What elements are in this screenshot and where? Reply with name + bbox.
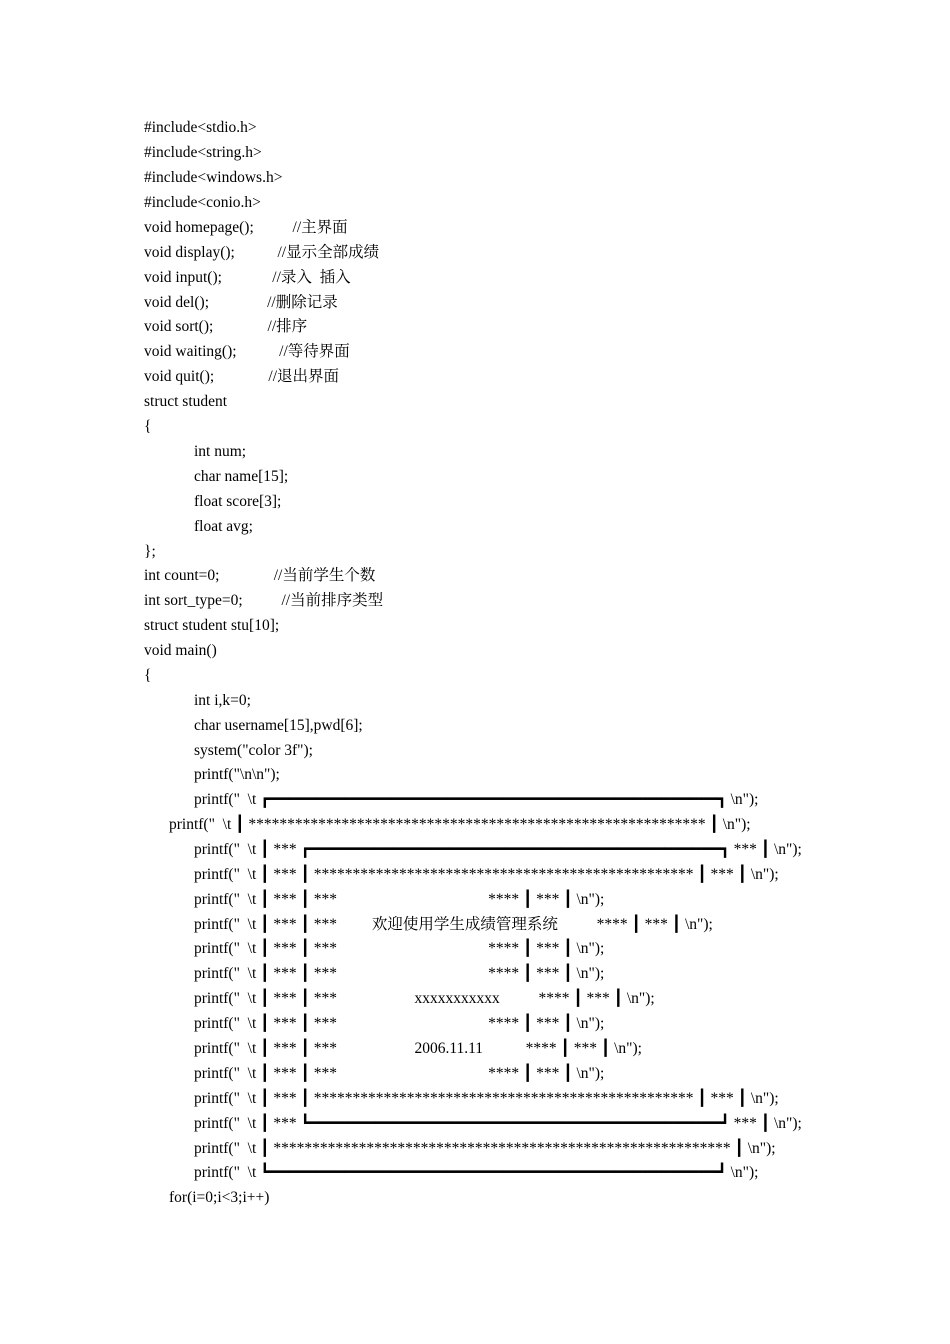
code-line: for(i=0;i<3;i++) — [169, 1189, 270, 1206]
code-line: void main() — [144, 642, 217, 659]
code-line: printf(" \t ┃ *********************************************************** ┃ \n"); — [169, 816, 751, 833]
code-line: int num; — [194, 443, 247, 460]
code-line: }; — [144, 543, 156, 560]
code-line: void sort(); //排序 — [144, 318, 308, 335]
code-line: printf(" \t ┃ *** ┏━━━━━━━━━━━━━━━━━━━━━━━━━━━━━━━━━━━━━━━━━━━━┓ *** ┃ \n"); — [194, 841, 802, 858]
code-line: float avg; — [194, 518, 253, 535]
code-line: void quit(); //退出界面 — [144, 368, 340, 385]
code-line: printf(" \t ┃ *** ┃ *** xxxxxxxxxxx **** ┃ *** ┃ \n"); — [194, 990, 655, 1007]
code-line: void waiting(); //等待界面 — [144, 343, 350, 360]
code-line: printf(" \t ┃ *** ┃ *** **** ┃ *** ┃ \n"); — [194, 891, 605, 908]
code-line: int i,k=0; — [194, 692, 251, 709]
code-line: printf(" \t ┃ *** ┃ *** **** ┃ *** ┃ \n"); — [194, 940, 605, 957]
code-line: printf(" \t ┃ *** ┃ *** 2006.11.11 **** ┃ *** ┃ \n"); — [194, 1040, 642, 1057]
code-line: printf(" \t ┃ *** ┃ *** 欢迎使用学生成绩管理系统 **** ┃ *** ┃ \n"); — [194, 916, 713, 933]
code-line: printf(" \t ┃ *********************************************************** ┃ \n"); — [194, 1140, 776, 1157]
code-line: float score[3]; — [194, 493, 282, 510]
code-line: void input(); //录入 插入 — [144, 269, 351, 286]
code-line: { — [144, 418, 152, 435]
code-line: struct student — [144, 393, 228, 410]
code-line: int sort_type=0; //当前排序类型 — [144, 592, 384, 609]
code-line: #include<stdio.h> — [144, 119, 257, 136]
code-line: #include<conio.h> — [144, 194, 261, 211]
code-line: printf(" \t ┃ *** ┗━━━━━━━━━━━━━━━━━━━━━━━━━━━━━━━━━━━━━━━━━━━━┛ *** ┃ \n"); — [194, 1115, 802, 1132]
code-line: #include<string.h> — [144, 144, 262, 161]
code-line: printf("\n\n"); — [194, 766, 280, 783]
code-line: struct student stu[10]; — [144, 617, 280, 634]
code-line: #include<windows.h> — [144, 169, 283, 186]
code-line: char name[15]; — [194, 468, 289, 485]
code-line: printf(" \t ┃ *** ┃ *** **** ┃ *** ┃ \n"); — [194, 1015, 605, 1032]
code-line: void display(); //显示全部成绩 — [144, 244, 380, 261]
code-line: printf(" \t ┏━━━━━━━━━━━━━━━━━━━━━━━━━━━━━━━━━━━━━━━━━━━━━━━━┓ \n"); — [194, 791, 759, 808]
code-line: printf(" \t ┃ *** ┃ *** **** ┃ *** ┃ \n"); — [194, 965, 605, 982]
code-line: system("color 3f"); — [194, 742, 313, 759]
code-line: int count=0; //当前学生个数 — [144, 567, 376, 584]
code-line: { — [144, 667, 152, 684]
code-line: char username[15],pwd[6]; — [194, 717, 363, 734]
code-line: printf(" \t ┗━━━━━━━━━━━━━━━━━━━━━━━━━━━━━━━━━━━━━━━━━━━━━━━━┛ \n"); — [194, 1164, 759, 1181]
code-line: void homepage(); //主界面 — [144, 219, 348, 236]
code-line: printf(" \t ┃ *** ┃ ************************************************* ┃ *** ┃ \n"); — [194, 1090, 779, 1107]
code-line: void del(); //删除记录 — [144, 294, 338, 311]
code-line: printf(" \t ┃ *** ┃ *** **** ┃ *** ┃ \n"); — [194, 1065, 605, 1082]
code-line: printf(" \t ┃ *** ┃ ************************************************* ┃ *** ┃ \n"); — [194, 866, 779, 883]
